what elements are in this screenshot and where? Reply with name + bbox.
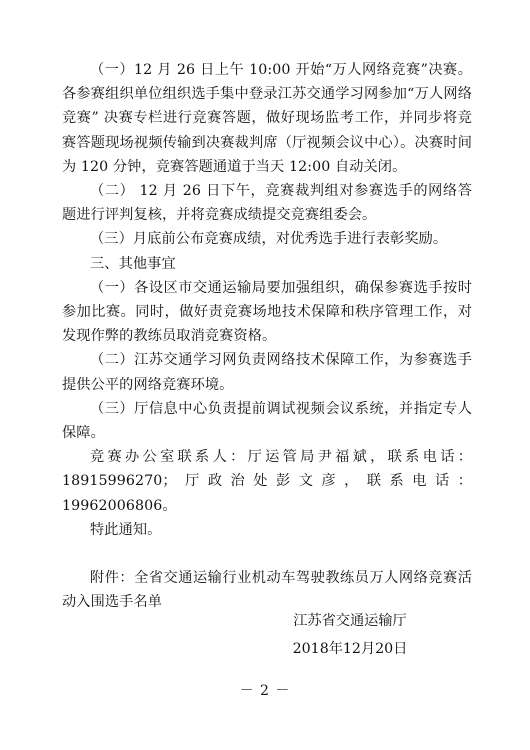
paragraph-organization: （一）各设区市交通运输局要加强组织，确保参赛选手按时参加比赛。同时，做好责竞赛场地技术保障和秩序管理工作，对发现作弊的教练员取消竞赛资格。 — [62, 279, 472, 345]
paragraph-judging: （二） 12 月 26 日下午，竞赛裁判组对参赛选手的网络答题进行评判复核，并将竞赛成绩提交竞赛组委会。 — [62, 183, 472, 224]
paragraph-contacts: 竞赛办公室联系人：厅运管局尹福斌，联系电话：18915996270；厅政治处彭文彦，联系电话：19962006806。 — [62, 449, 472, 514]
spacer — [62, 542, 472, 566]
section-heading-other-matters: 三、其他事宜 — [90, 255, 176, 272]
page-number: － 2 － — [239, 683, 291, 699]
paragraph-tech-support: （二）江苏交通学习网负责网络技术保障工作，为参赛选手提供公平的网络竞赛环境。 — [62, 352, 472, 393]
document-body — [62, 58, 472, 614]
paragraph-awards: （三）月底前公布竞赛成绩，对优秀选手进行表彰奖励。 — [90, 231, 448, 248]
paragraph-video-conference: （三）厅信息中心负责提前调试视频会议系统，并指定专人保障。 — [62, 400, 472, 442]
paragraph-final-start: （一）12 月 26 日上午 10:00 开始“万人网络竞赛”决赛。各参赛组织单位组织选手集中登录江苏交通学习网参加“万人网络竞赛” 决赛专栏进行竞赛答题，做好现场监考工作，并同步将竞赛答题现场视频传输到决赛裁判席（厅视频会议中心）。决赛时间为 120 分钟，竞赛答题通道于当天 12:00 自动关闭。 — [62, 62, 472, 175]
signature-block — [270, 608, 430, 662]
paragraph-notice-end: 特此通知。 — [90, 521, 162, 538]
issuing-organization: 江苏省交通运输厅 — [293, 613, 407, 629]
issue-date: 2018年12月20日 — [292, 641, 408, 657]
attachment-line: 附件：全省交通运输行业机动车驾驶教练员万人网络竞赛活动入围选手名单 — [62, 570, 472, 611]
